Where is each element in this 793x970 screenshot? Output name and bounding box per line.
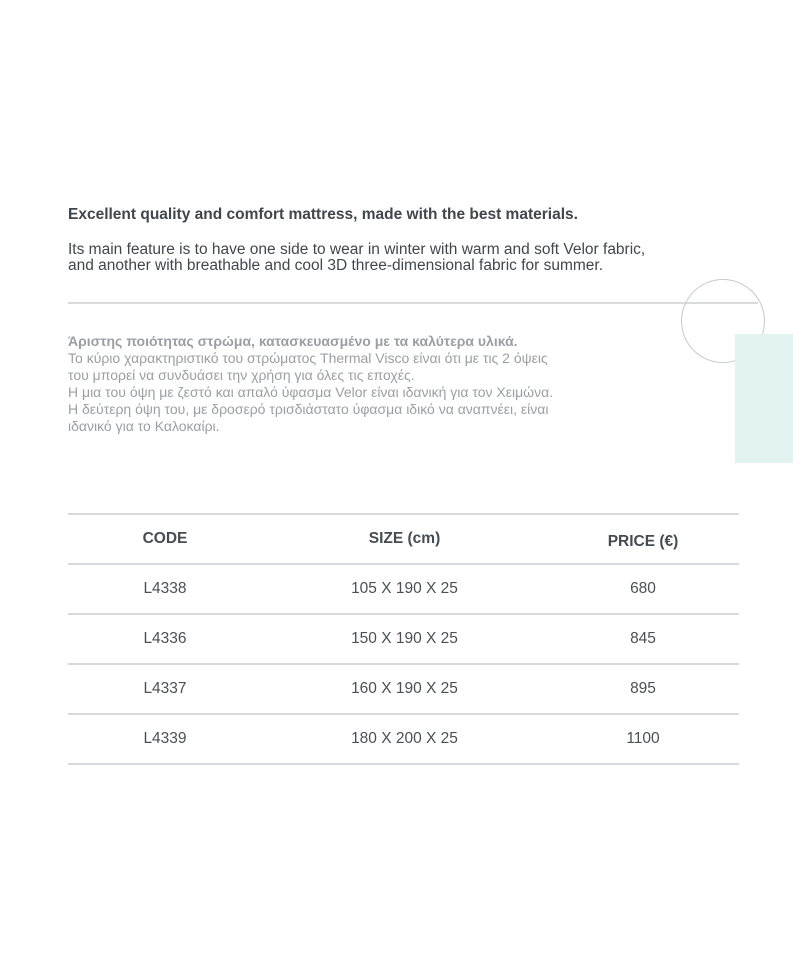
- greek-heading: Άριστης ποιότητας στρώμα, κατασκευασμένο με τα καλύτερα υλικά.: [68, 333, 518, 349]
- section-divider: [68, 302, 758, 304]
- header-code: CODE: [68, 514, 262, 564]
- cell-price: 680: [547, 564, 739, 614]
- header-price-label: PRICE (€): [607, 533, 679, 550]
- cell-code: L4338: [68, 564, 262, 614]
- decorative-accent-panel: [735, 334, 793, 463]
- table-row: [68, 714, 739, 764]
- cell-size: 160 X 190 X 25: [262, 664, 547, 714]
- cell-price: 895: [547, 664, 739, 714]
- english-body-line: Its main feature is to have one side to wear in winter with warm and soft Velor fabric,: [68, 241, 646, 258]
- price-table: [68, 513, 739, 765]
- cell-code: L4337: [68, 664, 262, 714]
- english-heading: Excellent quality and comfort mattress, made with the best materials.: [68, 206, 578, 223]
- header-price: [547, 514, 739, 564]
- greek-body-line: Η μια του όψη με ζεστό και απαλό ύφασμα Velor είναι ιδανική για τον Χειμώνα.: [68, 384, 554, 400]
- table-row: [68, 614, 739, 664]
- english-body-line: and another with breathable and cool 3D three-dimensional fabric for summer.: [68, 257, 604, 274]
- greek-body-line: του μπορεί να συνδυάσει την χρήση για όλες τις εποχές.: [68, 367, 415, 383]
- table-row: [68, 664, 739, 714]
- greek-body-line: ιδανικό για το Καλοκαίρι.: [68, 418, 220, 434]
- cell-price: 1100: [547, 714, 739, 764]
- greek-body-line: Η δεύτερη όψη του, με δροσερό τρισδιάστατο ύφασμα ιδικό να αναπνέει, είναι: [68, 401, 549, 417]
- cell-code: L4336: [68, 614, 262, 664]
- english-description: [68, 205, 748, 274]
- english-body: [68, 242, 748, 274]
- cell-size: 105 X 190 X 25: [262, 564, 547, 614]
- cell-size: 150 X 190 X 25: [262, 614, 547, 664]
- cell-price: 845: [547, 614, 739, 664]
- greek-body-line: Το κύριο χαρακτηριστικό του στρώματος Thermal Visco είναι ότι με τις 2 όψεις: [68, 350, 548, 366]
- cell-size: 180 X 200 X 25: [262, 714, 547, 764]
- table-header-row: [68, 514, 739, 564]
- header-size: SIZE (cm): [262, 514, 547, 564]
- cell-code: L4339: [68, 714, 262, 764]
- greek-description: [68, 333, 708, 435]
- table-row: [68, 564, 739, 614]
